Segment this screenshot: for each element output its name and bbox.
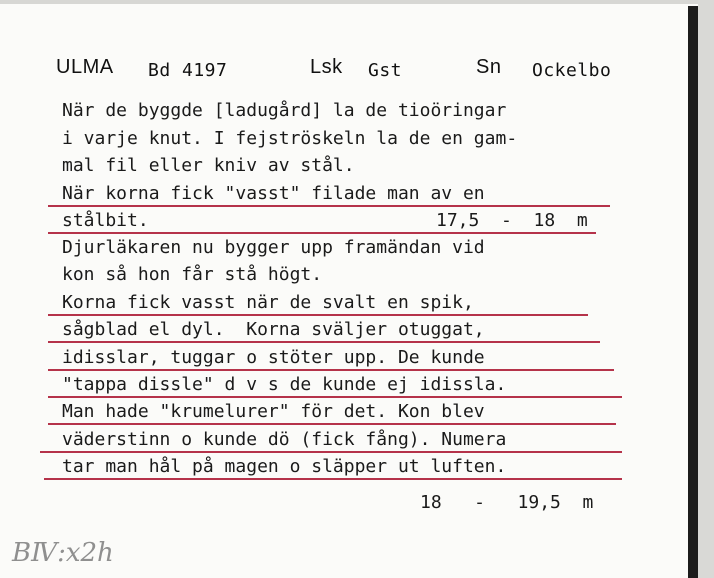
- text-line: i varje knut. I fejströskeln la de en gam-: [62, 128, 518, 149]
- text-line: idisslar, tuggar o stöter upp. De kunde: [62, 347, 485, 368]
- text-line: sågblad el dyl. Korna sväljer otuggat,: [62, 319, 485, 340]
- parish-label: Sn: [476, 56, 502, 78]
- text-line: stålbit.: [62, 210, 149, 231]
- archive-signature: BⅣ:x2h: [12, 538, 114, 568]
- underline: [48, 314, 588, 316]
- underline: [48, 423, 616, 425]
- card-edge-shadow: [688, 6, 698, 578]
- text-line: När de byggde [ladugård] la de tioöringar: [62, 100, 507, 121]
- underline: [40, 451, 622, 453]
- text-line: Man hade "krumelurer" för det. Kon blev: [62, 401, 485, 422]
- underline: [48, 369, 614, 371]
- province-label: Lsk: [310, 56, 343, 78]
- background-strip: [698, 0, 714, 578]
- underline: [48, 396, 622, 398]
- parish-value: Ockelbo: [532, 60, 612, 81]
- archive-name: ULMA: [56, 56, 114, 78]
- underline: [48, 205, 610, 207]
- text-line: Djurläkaren nu bygger upp framändan vid: [62, 237, 485, 258]
- text-line: kon så hon får stå högt.: [62, 264, 323, 285]
- measurement-2: 18 - 19,5 m: [420, 492, 594, 513]
- underline: [44, 478, 622, 480]
- underline: [48, 232, 596, 234]
- province-value: Gst: [368, 60, 403, 81]
- text-line: När korna fick "vasst" filade man av en: [62, 183, 485, 204]
- text-line: Korna fick vasst när de svalt en spik,: [62, 292, 474, 313]
- volume-number: Bd 4197: [148, 60, 228, 81]
- text-line: tar man hål på magen o släpper ut luften.: [62, 456, 507, 477]
- top-edge: [0, 0, 714, 4]
- text-line: "tappa dissle" d v s de kunde ej idissla.: [62, 374, 507, 395]
- text-line: väderstinn o kunde dö (fick fång). Numera: [62, 429, 507, 450]
- text-line: mal fil eller kniv av stål.: [62, 155, 355, 176]
- underline: [48, 341, 600, 343]
- measurement-1: 17,5 - 18 m: [436, 210, 588, 231]
